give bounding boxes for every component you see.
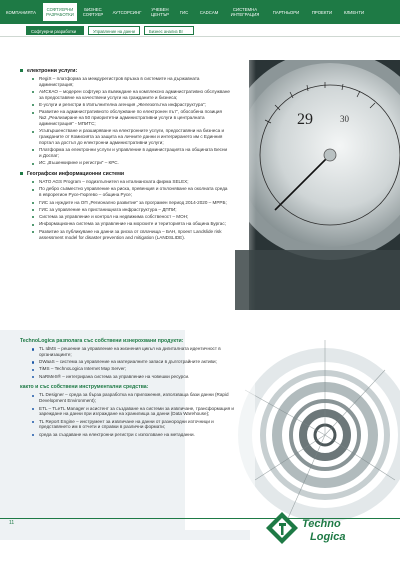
products-title: TechnoLogica разполага със собствени изнерохвани продукти: [20, 338, 184, 344]
eservices-list [32, 76, 230, 166]
top-navigation [0, 0, 400, 24]
list-item: ГИС за нуждите на ОП „Регионално развитие“ за програмен период 2014-2020 – МРРБ; [32, 200, 230, 206]
svg-text:29: 29 [297, 111, 313, 128]
products-list [32, 346, 240, 379]
list-item: ГИС за управление на пристанищната инфраструктура – ДППИ; [32, 207, 230, 213]
tools-heading [20, 384, 240, 390]
svg-text:30: 30 [340, 114, 349, 124]
list-item: По дебро съвместно управление на риска, превенция и отклоняване на околната среда в еврорегион Русе-Гюргево – община Русе; [32, 186, 230, 198]
list-item: среда за създаване на електронни регистри с използване на метаданни. [32, 432, 240, 438]
eservices-heading [20, 68, 230, 74]
list-item: TL IdMS – решение за управление на жизнения цикъл на дигиталната идентичност в организациите; [32, 346, 240, 358]
gis-title: Географски информационни системи [27, 171, 125, 178]
technologica-logo [262, 508, 382, 553]
products-content [20, 338, 240, 439]
list-item: DWaaS – система за управление на материалните запаси в дълготрайните активи; [32, 359, 240, 365]
list-item: ETL – TLeTL Manager и асистент за създаване на системи за извличане, трансформация и зареждане на данни при изграждане на хранилища за данни (Data Warehouse); [32, 406, 240, 418]
tools-title: както и със собствени инструментални средства: [20, 384, 149, 391]
tools-list [32, 392, 240, 437]
nav-item-projects[interactable]: ПРОЕКТИ [311, 9, 333, 15]
nav-item-outsourcing[interactable]: АУТСОРСИНГ [112, 9, 142, 15]
nav-item-clients[interactable]: КЛИЕНТИ [343, 9, 365, 15]
barometer-photo [235, 60, 400, 310]
subtab-software-development[interactable]: Софтуерни разработки [26, 26, 84, 35]
section-bullet-icon [20, 172, 23, 175]
list-item: Развитие на административното обслужване по електронен път", обособена позиция №2 „Реализиране на 50 приоритетни административни услуги в централната администрация“ - МПИТС; [32, 109, 230, 126]
nav-item-training-center[interactable]: УЧЕБЕН ЦЕНТЪР [150, 7, 170, 17]
list-item: RegiX – платформа за междурегистров връзка в системите на държавната администрация; [32, 76, 230, 88]
subtab-business-intelligence[interactable]: Бизнес анализ BI [144, 26, 194, 35]
list-item: Информационна система за управление на морските и територията на община Бургас; [32, 221, 230, 227]
services-content [20, 68, 230, 242]
nav-item-company[interactable]: КОМПАНИЯТА [6, 9, 36, 15]
list-item: NATO AGS Program – подизпълнител на италианската фирма SELEX; [32, 179, 230, 185]
list-item: TiMS – TechnoLogica Internet Map Server; [32, 366, 240, 372]
nav-item-gis[interactable]: ГИС [179, 9, 189, 15]
subtab-data-management[interactable]: Управление на данни [88, 26, 140, 35]
list-item: NaRMeS® – интегрирана система за управление на човешки ресурси. [32, 374, 240, 380]
technologica-logo-mark-icon [262, 508, 382, 553]
nav-item-partners[interactable]: ПАРТНЬОРИ [272, 9, 300, 15]
gis-heading [20, 171, 230, 177]
list-item: Система за управление и контрол на недвижима собственост – МОН; [32, 214, 230, 220]
sub-navigation [0, 24, 400, 37]
list-item: E-услуги и регистри в Изпълнителна агенция „Железопътна инфраструктура“; [32, 102, 230, 108]
list-item: TL Designer – среда за бърза разработка на приложения, използваща бази данни (Rapid Development Environment); [32, 392, 240, 404]
list-item: ИС „Въшенкирине и регистри“ – КРС. [32, 160, 230, 166]
nav-item-system-integration[interactable]: СИСТЕМНА ИНТЕГРАЦИЯ [230, 7, 260, 17]
list-item: TL Report Engine – инструмент за извличане на данни от разнородни източници и представянето им в отчети и справки в различни формати; [32, 419, 240, 431]
section-bullet-icon [20, 69, 23, 72]
logo-text-line2: Logica [310, 531, 346, 543]
list-item: Усъвършенстване и разширяване на електронните услуги, предоставяни на бизнеса и гражданите от Комисията за защита на личните данни и интегрирането им с Единния портал за достъп до електронни административни услуги; [32, 128, 230, 145]
list-item: АИСКАО – модерен софтуер за въвеждане на комплексно административно обслужване за предоставяне на качествени услуги на гражданите и бизнеса; [32, 89, 230, 101]
products-heading [20, 338, 240, 344]
barometer-dial-image [235, 60, 400, 310]
gis-list [32, 179, 230, 240]
logo-text-line1: Techno [302, 518, 341, 530]
list-item: Платформа за електронни услуги и управление в администрацията на общината Бесни и Доспат; [32, 147, 230, 159]
list-item: Развитие за публикуване на данни за риска от свлачища – БАН, проект Landslide risk assessment model for disaster prevention and mitigation (LANDSLIDE). [32, 229, 230, 241]
nav-item-software-development[interactable]: СОФТУЕРНИ РАЗРАБОТКИ [42, 2, 78, 22]
eservices-title: електронни услуги: [27, 68, 78, 74]
page-number: 11 [9, 520, 15, 526]
nav-item-business-software[interactable]: БИЗНЕС СОФТУЕР [82, 7, 104, 17]
nav-item-cadcam[interactable]: CADCAM [199, 9, 219, 15]
